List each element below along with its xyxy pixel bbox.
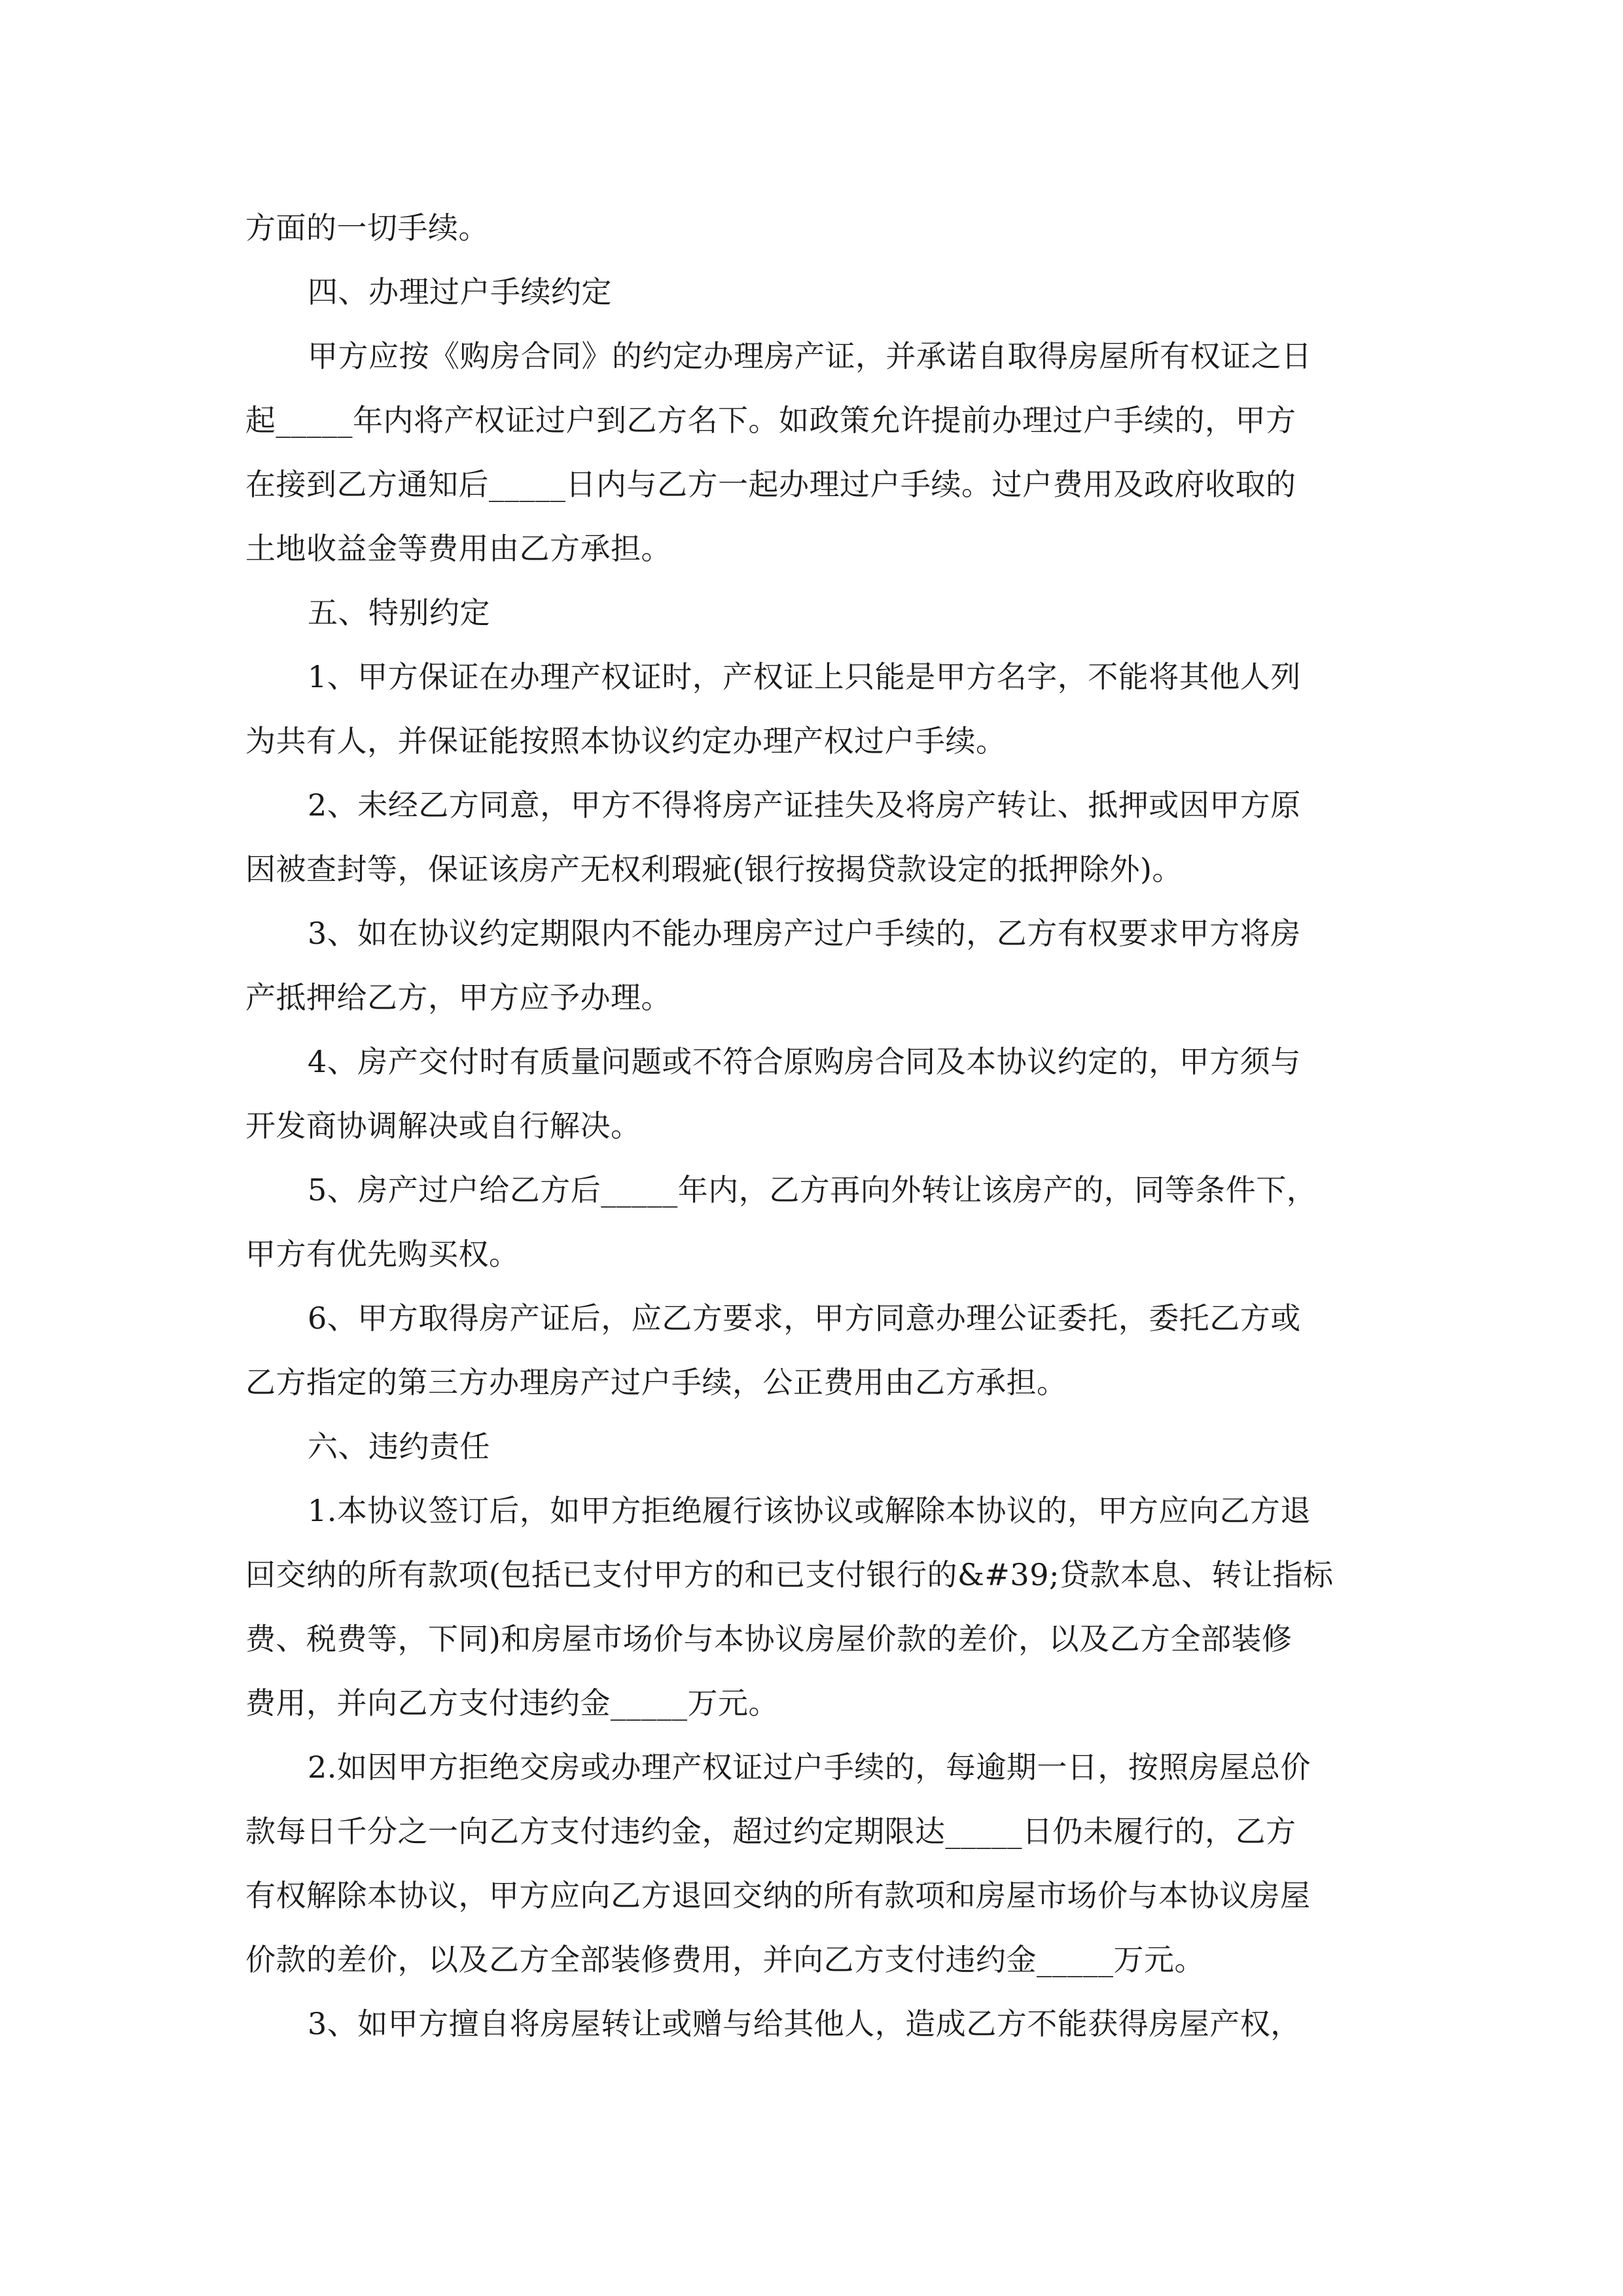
text-line: 2、未经乙方同意，甲方不得将房产证挂失及将房产转让、抵押或因甲方原 (308, 787, 1301, 823)
text-line: 产抵押给乙方，甲方应予办理。 (245, 980, 671, 1015)
text-line: 在接到乙方通知后_____日内与乙方一起办理过户手续。过户费用及政府收取的 (245, 467, 1296, 502)
section-heading: 五、特别约定 (308, 595, 490, 630)
text-line: 价款的差价，以及乙方全部装修费用，并向乙方支付违约金_____万元。 (245, 1942, 1205, 1977)
text-line: 1、甲方保证在办理产权证时，产权证上只能是甲方名字，不能将其他人列 (308, 659, 1301, 694)
text-line: 有权解除本协议，甲方应向乙方退回交纳的所有款项和房屋市场价与本协议房屋 (245, 1878, 1311, 1913)
text-line: 2.如因甲方拒绝交房或办理产权证过户手续的，每逾期一日，按照房屋总价 (308, 1749, 1311, 1785)
text-line: 为共有人，并保证能按照本协议约定办理产权过户手续。 (245, 723, 1007, 759)
text-line: 款每日千分之一向乙方支付违约金，超过约定期限达_____日仍未履行的，乙方 (245, 1814, 1296, 1849)
text-line: 5、房产过户给乙方后_____年内，乙方再向外转让该房产的，同等条件下， (308, 1172, 1317, 1208)
text-line: 甲方有优先购买权。 (245, 1236, 520, 1272)
text-line: 费、税费等，下同)和房屋市场价与本协议房屋价款的差价，以及乙方全部装修 (245, 1621, 1293, 1657)
text-line: 起_____年内将产权证过户到乙方名下。如政策允许提前办理过户手续的，甲方 (245, 403, 1296, 438)
text-line: 3、如甲方擅自将房屋转让或赠与给其他人，造成乙方不能获得房屋产权， (308, 2006, 1301, 2041)
text-line: 开发商协调解决或自行解决。 (245, 1108, 641, 1143)
text-line: 3、如在协议约定期限内不能办理房产过户手续的，乙方有权要求甲方将房 (308, 916, 1301, 951)
section-heading: 六、违约责任 (308, 1429, 490, 1464)
text-line: 土地收益金等费用由乙方承担。 (245, 531, 671, 566)
text-line: 甲方应按《购房合同》的约定办理房产证，并承诺自取得房屋所有权证之日 (308, 338, 1312, 374)
text-line: 回交纳的所有款项(包括已支付甲方的和已支付银行的&#39;贷款本息、转让指标 (245, 1557, 1334, 1592)
section-heading: 四、办理过户手续约定 (308, 274, 612, 310)
text-line: 4、房产交付时有质量问题或不符合原购房合同及本协议约定的，甲方须与 (308, 1044, 1301, 1079)
text-line: 方面的一切手续。 (245, 210, 489, 245)
text-line: 费用，并向乙方支付违约金_____万元。 (245, 1685, 779, 1721)
text-line: 1.本协议签订后，如甲方拒绝履行该协议或解除本协议的，甲方应向乙方退 (308, 1493, 1311, 1528)
text-line: 6、甲方取得房产证后，应乙方要求，甲方同意办理公证委托，委托乙方或 (308, 1300, 1301, 1336)
text-line: 因被查封等，保证该房产无权利瑕疵(银行按揭贷款设定的抵押除外)。 (245, 852, 1183, 887)
text-line: 乙方指定的第三方办理房产过户手续，公正费用由乙方承担。 (245, 1365, 1067, 1400)
